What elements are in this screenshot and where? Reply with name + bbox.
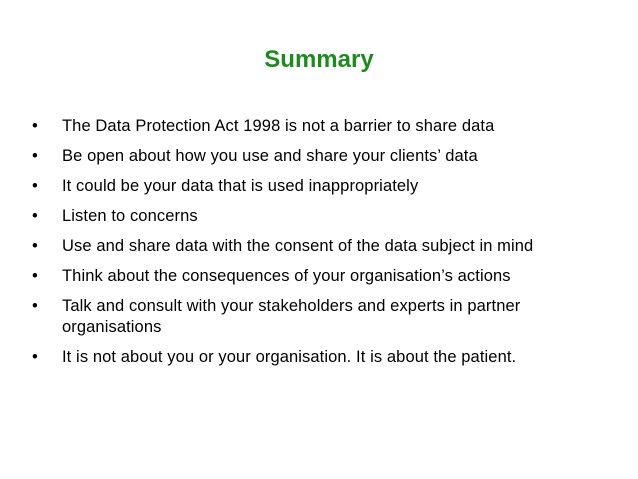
- bullet-text: Talk and consult with your stakeholders and experts in partner organisations: [62, 297, 521, 336]
- bullet-text: Use and share data with the consent of the data subject in mind: [62, 237, 534, 255]
- bullet-text: Think about the consequences of your organisation’s actions: [62, 267, 511, 285]
- bullet-icon: •: [32, 207, 38, 225]
- bullet-icon: •: [32, 147, 38, 165]
- bullet-icon: •: [32, 348, 38, 366]
- bullet-icon: •: [32, 237, 38, 255]
- bullet-text: Listen to concerns: [62, 207, 198, 225]
- bullet-item: [32, 146, 612, 167]
- bullet-icon: •: [32, 177, 38, 195]
- bullet-item: [32, 347, 612, 368]
- bullet-list: [32, 116, 612, 377]
- bullet-icon: •: [32, 117, 38, 135]
- bullet-icon: •: [32, 297, 38, 315]
- bullet-item: [32, 266, 612, 287]
- bullet-item: [32, 116, 612, 137]
- slide-title: Summary: [264, 46, 374, 73]
- bullet-item: [32, 206, 612, 227]
- bullet-icon: •: [32, 267, 38, 285]
- bullet-item: [32, 236, 612, 257]
- bullet-text: It is not about you or your organisation. It is about the patient.: [62, 348, 517, 366]
- bullet-item: [32, 176, 612, 197]
- bullet-text: The Data Protection Act 1998 is not a barrier to share data: [62, 117, 495, 135]
- bullet-text: It could be your data that is used inappropriately: [62, 177, 419, 195]
- bullet-text: Be open about how you use and share your clients’ data: [62, 147, 478, 165]
- bullet-item: [32, 296, 612, 338]
